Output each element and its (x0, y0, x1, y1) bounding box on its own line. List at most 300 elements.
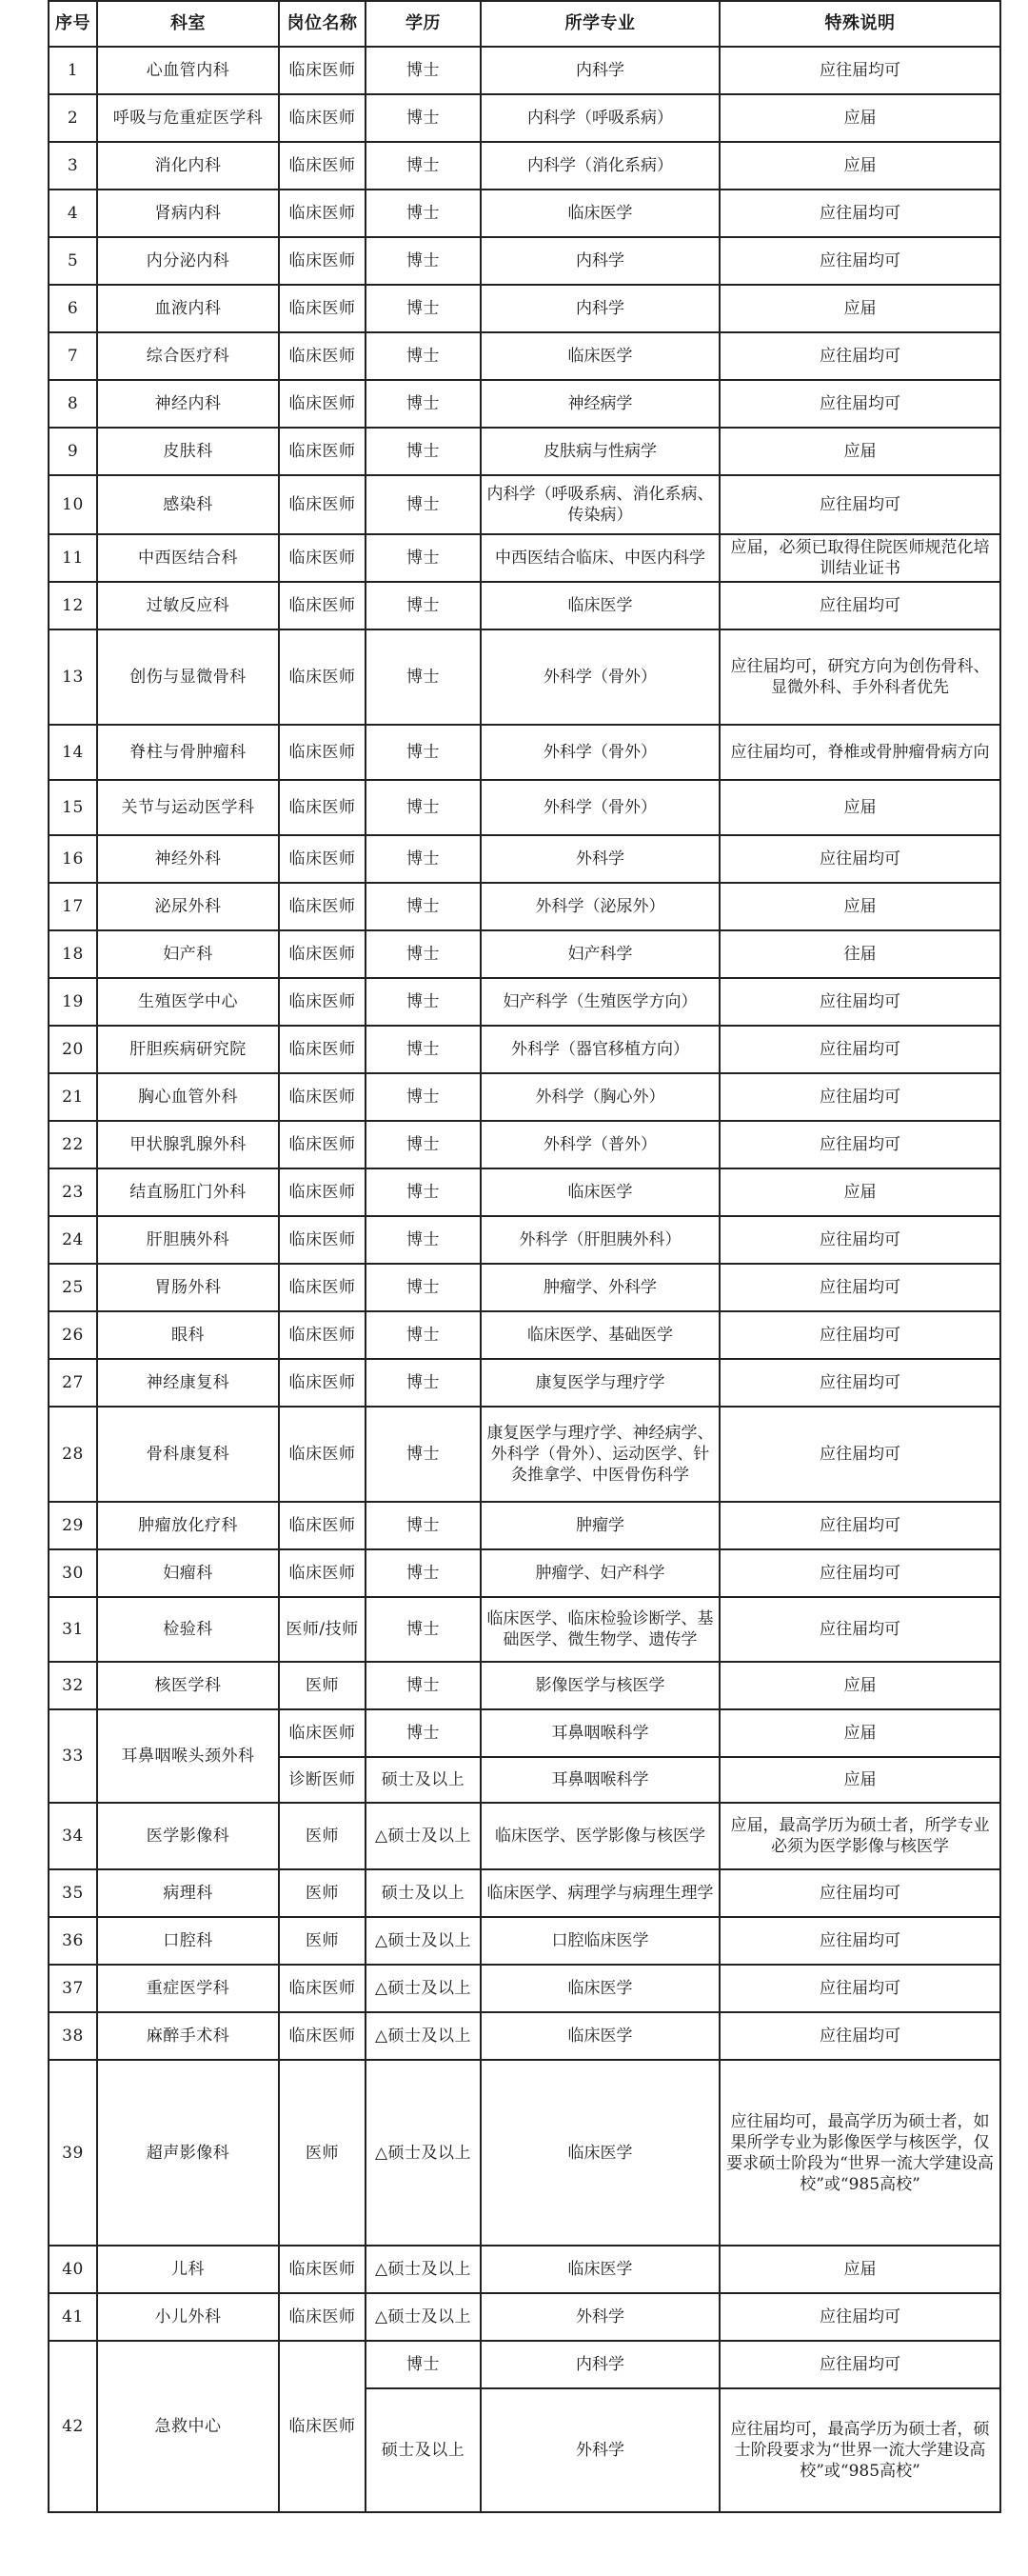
table-row (49, 2012, 1000, 2060)
cell-major: 外科学（泌尿外） (481, 883, 720, 930)
cell-note: 应届，最高学历为硕士者，所学专业必须为医学影像与核医学 (720, 1803, 1000, 1869)
cell-education: 博士 (366, 47, 481, 94)
cell-post: 临床医师 (279, 534, 366, 582)
cell-no: 30 (49, 1549, 97, 1597)
cell-note: 应往届均可 (720, 1121, 1000, 1168)
cell-education: 博士 (366, 978, 481, 1026)
cell-education: 博士 (366, 1662, 481, 1709)
cell-education: 博士 (366, 1709, 481, 1757)
cell-department: 超声影像科 (97, 2060, 279, 2246)
cell-no: 12 (49, 582, 97, 629)
cell-no: 41 (49, 2293, 97, 2341)
cell-major: 外科学（肝胆胰外科） (481, 1216, 720, 1264)
cell-post: 医师 (279, 1917, 366, 1965)
cell-post: 临床医师 (279, 1026, 366, 1073)
cell-department: 骨科康复科 (97, 1407, 279, 1502)
cell-major: 临床医学 (481, 2060, 720, 2246)
cell-major: 耳鼻咽喉科学 (481, 1757, 720, 1803)
table-row (49, 1502, 1000, 1549)
cell-no: 2 (49, 94, 97, 142)
header-department: 科室 (97, 1, 279, 47)
cell-note: 应往届均可 (720, 1359, 1000, 1407)
table-row (49, 1264, 1000, 1311)
cell-department: 神经康复科 (97, 1359, 279, 1407)
cell-department: 核医学科 (97, 1662, 279, 1709)
cell-department: 肿瘤放化疗科 (97, 1502, 279, 1549)
cell-education: 博士 (366, 629, 481, 725)
cell-education: △硕士及以上 (366, 2246, 481, 2293)
cell-post: 临床医师 (279, 725, 366, 780)
cell-department: 肝胆疾病研究院 (97, 1026, 279, 1073)
cell-note: 应往届均可 (720, 47, 1000, 94)
cell-post: 临床医师 (279, 1359, 366, 1407)
cell-no: 34 (49, 1803, 97, 1869)
cell-no: 22 (49, 1121, 97, 1168)
cell-department: 结直肠肛门外科 (97, 1168, 279, 1216)
cell-education: △硕士及以上 (366, 2060, 481, 2246)
table-row (49, 2341, 1000, 2388)
header-row (49, 1, 1000, 47)
cell-education: 博士 (366, 1121, 481, 1168)
cell-note: 应往届均可 (720, 1502, 1000, 1549)
cell-note: 应届 (720, 1709, 1000, 1757)
cell-major: 内科学（呼吸系病） (481, 94, 720, 142)
cell-no: 36 (49, 1917, 97, 1965)
cell-post: 医师 (279, 1869, 366, 1917)
cell-note: 应届 (720, 428, 1000, 475)
cell-post: 临床医师 (279, 780, 366, 835)
table-row (49, 1216, 1000, 1264)
cell-note: 应往届均可 (720, 2341, 1000, 2388)
cell-department: 儿科 (97, 2246, 279, 2293)
table-row (49, 47, 1000, 94)
cell-note: 应往届均可 (720, 1264, 1000, 1311)
cell-education: 硕士及以上 (366, 1869, 481, 1917)
cell-no: 28 (49, 1407, 97, 1502)
cell-department: 神经内科 (97, 380, 279, 428)
cell-no: 37 (49, 1965, 97, 2012)
cell-major: 临床医学 (481, 190, 720, 237)
cell-major: 口腔临床医学 (481, 1917, 720, 1965)
table-row (49, 380, 1000, 428)
cell-post: 临床医师 (279, 2246, 366, 2293)
table-row (49, 2060, 1000, 2246)
cell-post: 临床医师 (279, 2012, 366, 2060)
cell-education: 博士 (366, 2341, 481, 2388)
cell-education: △硕士及以上 (366, 1965, 481, 2012)
cell-department: 皮肤科 (97, 428, 279, 475)
cell-note: 应届，必须已取得住院医师规范化培训结业证书 (720, 534, 1000, 582)
cell-department: 医学影像科 (97, 1803, 279, 1869)
cell-note: 应往届均可 (720, 332, 1000, 380)
cell-education: 博士 (366, 380, 481, 428)
cell-post: 临床医师 (279, 1407, 366, 1502)
cell-department: 病理科 (97, 1869, 279, 1917)
table-row (49, 237, 1000, 285)
cell-note: 应往届均可 (720, 1073, 1000, 1121)
table-row (49, 1917, 1000, 1965)
cell-education: 博士 (366, 1264, 481, 1311)
cell-department: 脊柱与骨肿瘤科 (97, 725, 279, 780)
cell-major: 外科学（普外） (481, 1121, 720, 1168)
cell-no: 40 (49, 2246, 97, 2293)
cell-note: 应往届均可 (720, 1026, 1000, 1073)
cell-note: 应届 (720, 1168, 1000, 1216)
cell-department: 耳鼻咽喉头颈外科 (97, 1709, 279, 1803)
cell-education: △硕士及以上 (366, 1803, 481, 1869)
cell-no: 29 (49, 1502, 97, 1549)
cell-major: 临床医学、基础医学 (481, 1311, 720, 1359)
cell-note: 应往届均可 (720, 2012, 1000, 2060)
cell-note: 应届 (720, 1662, 1000, 1709)
cell-education: 博士 (366, 1311, 481, 1359)
cell-education: 博士 (366, 237, 481, 285)
table-row (49, 142, 1000, 190)
cell-department: 血液内科 (97, 285, 279, 332)
cell-education: △硕士及以上 (366, 1917, 481, 1965)
cell-major: 外科学 (481, 835, 720, 883)
table-body (49, 47, 1000, 2512)
cell-note: 应往届均可 (720, 1869, 1000, 1917)
cell-no: 26 (49, 1311, 97, 1359)
cell-department: 肾病内科 (97, 190, 279, 237)
cell-department: 胸心血管外科 (97, 1073, 279, 1121)
cell-note: 应往届均可，最高学历为硕士者，如果所学专业为影像医学与核医学，仅要求硕士阶段为“世界一流大学建设高校”或“985高校” (720, 2060, 1000, 2246)
cell-no: 9 (49, 428, 97, 475)
cell-education: 硕士及以上 (366, 2388, 481, 2512)
cell-major: 康复医学与理疗学、神经病学、外科学（骨外）、运动医学、针灸推拿学、中医骨伤科学 (481, 1407, 720, 1502)
cell-note: 应届 (720, 285, 1000, 332)
cell-post: 临床医师 (279, 94, 366, 142)
cell-post: 临床医师 (279, 1311, 366, 1359)
cell-note: 应往届均可 (720, 582, 1000, 629)
cell-department: 小儿外科 (97, 2293, 279, 2341)
table-row (49, 332, 1000, 380)
cell-no: 18 (49, 930, 97, 978)
cell-major: 内科学（消化系病） (481, 142, 720, 190)
cell-post: 临床医师 (279, 1264, 366, 1311)
table-row (49, 1311, 1000, 1359)
cell-department: 重症医学科 (97, 1965, 279, 2012)
table-row (49, 1073, 1000, 1121)
cell-major: 临床医学 (481, 2246, 720, 2293)
cell-note: 应往届均可 (720, 380, 1000, 428)
cell-major: 临床医学、病理学与病理生理学 (481, 1869, 720, 1917)
table-row (49, 1869, 1000, 1917)
cell-post: 临床医师 (279, 1502, 366, 1549)
cell-education: 博士 (366, 475, 481, 534)
cell-note: 应往届均可，最高学历为硕士者，硕士阶段要求为“世界一流大学建设高校”或“985高校” (720, 2388, 1000, 2512)
cell-education: 博士 (366, 1549, 481, 1597)
cell-note: 应往届均可 (720, 1917, 1000, 1965)
cell-no: 39 (49, 2060, 97, 2246)
cell-note: 应往届均可，研究方向为创伤骨科、显微外科、手外科者优先 (720, 629, 1000, 725)
cell-department: 中西医结合科 (97, 534, 279, 582)
cell-no: 11 (49, 534, 97, 582)
table-row (49, 1359, 1000, 1407)
cell-education: 博士 (366, 142, 481, 190)
cell-department: 神经外科 (97, 835, 279, 883)
cell-major: 肿瘤学 (481, 1502, 720, 1549)
cell-major: 耳鼻咽喉科学 (481, 1709, 720, 1757)
cell-no: 25 (49, 1264, 97, 1311)
cell-major: 妇产科学（生殖医学方向） (481, 978, 720, 1026)
header-no: 序号 (49, 1, 97, 47)
cell-major: 外科学（骨外） (481, 780, 720, 835)
cell-department: 检验科 (97, 1597, 279, 1662)
cell-department: 肝胆胰外科 (97, 1216, 279, 1264)
cell-no: 24 (49, 1216, 97, 1264)
cell-no: 4 (49, 190, 97, 237)
cell-note: 应往届均可 (720, 190, 1000, 237)
cell-no: 27 (49, 1359, 97, 1407)
cell-note: 应届 (720, 142, 1000, 190)
cell-major: 外科学（骨外） (481, 629, 720, 725)
table-row (49, 930, 1000, 978)
cell-major: 临床医学 (481, 582, 720, 629)
cell-department: 过敏反应科 (97, 582, 279, 629)
cell-post: 临床医师 (279, 1168, 366, 1216)
table-row (49, 835, 1000, 883)
cell-education: 博士 (366, 1502, 481, 1549)
cell-department: 眼科 (97, 1311, 279, 1359)
table-row (49, 1662, 1000, 1709)
table-row (49, 1549, 1000, 1597)
cell-post: 临床医师 (279, 142, 366, 190)
cell-no: 16 (49, 835, 97, 883)
cell-department: 消化内科 (97, 142, 279, 190)
cell-major: 内科学 (481, 237, 720, 285)
cell-education: 博士 (366, 1597, 481, 1662)
cell-major: 临床医学 (481, 1965, 720, 2012)
cell-department: 综合医疗科 (97, 332, 279, 380)
cell-no: 17 (49, 883, 97, 930)
cell-department: 麻醉手术科 (97, 2012, 279, 2060)
cell-no: 1 (49, 47, 97, 94)
header-education: 学历 (366, 1, 481, 47)
cell-education: 博士 (366, 835, 481, 883)
cell-no: 42 (49, 2341, 97, 2512)
cell-note: 应往届均可 (720, 1597, 1000, 1662)
cell-post: 临床医师 (279, 1073, 366, 1121)
cell-no: 19 (49, 978, 97, 1026)
table-row (49, 1597, 1000, 1662)
header-note: 特殊说明 (720, 1, 1000, 47)
cell-department: 妇瘤科 (97, 1549, 279, 1597)
cell-education: 博士 (366, 332, 481, 380)
header-major: 所学专业 (481, 1, 720, 47)
cell-note: 应往届均可 (720, 978, 1000, 1026)
cell-education: 硕士及以上 (366, 1757, 481, 1803)
cell-major: 妇产科学 (481, 930, 720, 978)
cell-note: 应往届均可 (720, 237, 1000, 285)
cell-no: 20 (49, 1026, 97, 1073)
cell-note: 应往届均可，脊椎或骨肿瘤骨病方向 (720, 725, 1000, 780)
cell-education: 博士 (366, 190, 481, 237)
cell-department: 感染科 (97, 475, 279, 534)
cell-no: 13 (49, 629, 97, 725)
cell-major: 外科学（器官移植方向） (481, 1026, 720, 1073)
cell-post: 医师 (279, 2060, 366, 2246)
table-row (49, 475, 1000, 534)
table-row (49, 978, 1000, 1026)
cell-no: 14 (49, 725, 97, 780)
table-row (49, 2293, 1000, 2341)
table-row (49, 94, 1000, 142)
cell-no: 35 (49, 1869, 97, 1917)
table-row (49, 1709, 1000, 1757)
cell-post: 临床医师 (279, 582, 366, 629)
cell-major: 神经病学 (481, 380, 720, 428)
cell-education: △硕士及以上 (366, 2012, 481, 2060)
cell-major: 临床医学、医学影像与核医学 (481, 1803, 720, 1869)
cell-no: 15 (49, 780, 97, 835)
cell-education: 博士 (366, 1407, 481, 1502)
cell-post: 临床医师 (279, 2341, 366, 2512)
cell-post: 临床医师 (279, 883, 366, 930)
cell-post: 临床医师 (279, 190, 366, 237)
table-row (49, 1121, 1000, 1168)
table-row (49, 190, 1000, 237)
cell-post: 临床医师 (279, 1121, 366, 1168)
cell-note: 应往届均可 (720, 475, 1000, 534)
cell-education: △硕士及以上 (366, 2293, 481, 2341)
cell-major: 康复医学与理疗学 (481, 1359, 720, 1407)
cell-note: 应届 (720, 1757, 1000, 1803)
cell-note: 应往届均可 (720, 1216, 1000, 1264)
table-row (49, 629, 1000, 725)
cell-post: 临床医师 (279, 475, 366, 534)
cell-education: 博士 (366, 428, 481, 475)
cell-major: 内科学 (481, 2341, 720, 2388)
cell-no: 10 (49, 475, 97, 534)
cell-post: 临床医师 (279, 835, 366, 883)
cell-education: 博士 (366, 1216, 481, 1264)
cell-department: 心血管内科 (97, 47, 279, 94)
cell-no: 31 (49, 1597, 97, 1662)
cell-no: 33 (49, 1709, 97, 1803)
cell-post: 临床医师 (279, 2293, 366, 2341)
cell-post: 临床医师 (279, 1216, 366, 1264)
cell-major: 外科学（骨外） (481, 725, 720, 780)
table-row (49, 1026, 1000, 1073)
cell-department: 生殖医学中心 (97, 978, 279, 1026)
cell-education: 博士 (366, 94, 481, 142)
cell-major: 肿瘤学、外科学 (481, 1264, 720, 1311)
cell-education: 博士 (366, 883, 481, 930)
cell-education: 博士 (366, 1073, 481, 1121)
cell-major: 外科学 (481, 2388, 720, 2512)
cell-department: 呼吸与危重症医学科 (97, 94, 279, 142)
cell-education: 博士 (366, 582, 481, 629)
cell-post: 医师 (279, 1662, 366, 1709)
cell-major: 临床医学 (481, 1168, 720, 1216)
cell-post: 临床医师 (279, 237, 366, 285)
table-row (49, 428, 1000, 475)
cell-no: 21 (49, 1073, 97, 1121)
cell-note: 应往届均可 (720, 2293, 1000, 2341)
cell-major: 影像医学与核医学 (481, 1662, 720, 1709)
cell-department: 口腔科 (97, 1917, 279, 1965)
cell-note: 应往届均可 (720, 1965, 1000, 2012)
table-row (49, 725, 1000, 780)
cell-department: 急救中心 (97, 2341, 279, 2512)
cell-post: 临床医师 (279, 47, 366, 94)
cell-no: 5 (49, 237, 97, 285)
table-row (49, 1965, 1000, 2012)
table-row (49, 285, 1000, 332)
table-row (49, 883, 1000, 930)
table-row (49, 534, 1000, 582)
cell-no: 38 (49, 2012, 97, 2060)
cell-department: 泌尿外科 (97, 883, 279, 930)
cell-post: 临床医师 (279, 1709, 366, 1757)
cell-education: 博士 (366, 285, 481, 332)
table-row (49, 1407, 1000, 1502)
cell-major: 内科学（呼吸系病、消化系病、传染病） (481, 475, 720, 534)
cell-department: 内分泌内科 (97, 237, 279, 285)
cell-major: 内科学 (481, 47, 720, 94)
cell-education: 博士 (366, 1359, 481, 1407)
cell-no: 3 (49, 142, 97, 190)
cell-no: 8 (49, 380, 97, 428)
cell-major: 肿瘤学、妇产科学 (481, 1549, 720, 1597)
cell-post: 临床医师 (279, 428, 366, 475)
table-row (49, 582, 1000, 629)
cell-post: 临床医师 (279, 332, 366, 380)
cell-note: 应往届均可 (720, 1549, 1000, 1597)
cell-note: 应届 (720, 780, 1000, 835)
cell-post: 临床医师 (279, 978, 366, 1026)
table-row (49, 780, 1000, 835)
cell-post: 临床医师 (279, 1549, 366, 1597)
cell-major: 临床医学 (481, 2012, 720, 2060)
cell-major: 内科学 (481, 285, 720, 332)
cell-no: 32 (49, 1662, 97, 1709)
cell-post: 临床医师 (279, 380, 366, 428)
cell-department: 甲状腺乳腺外科 (97, 1121, 279, 1168)
cell-education: 博士 (366, 1026, 481, 1073)
cell-note: 应往届均可 (720, 835, 1000, 883)
cell-post: 临床医师 (279, 1965, 366, 2012)
cell-department: 胃肠外科 (97, 1264, 279, 1311)
cell-post: 诊断医师 (279, 1757, 366, 1803)
cell-post: 临床医师 (279, 285, 366, 332)
cell-post: 临床医师 (279, 930, 366, 978)
cell-note: 应届 (720, 883, 1000, 930)
cell-note: 应往届均可 (720, 1311, 1000, 1359)
cell-note: 应届 (720, 2246, 1000, 2293)
cell-department: 妇产科 (97, 930, 279, 978)
cell-education: 博士 (366, 1168, 481, 1216)
cell-post: 临床医师 (279, 629, 366, 725)
recruitment-table (48, 0, 1001, 2513)
cell-no: 6 (49, 285, 97, 332)
cell-note: 往届 (720, 930, 1000, 978)
table-row (49, 2246, 1000, 2293)
cell-major: 皮肤病与性病学 (481, 428, 720, 475)
cell-no: 7 (49, 332, 97, 380)
cell-education: 博士 (366, 725, 481, 780)
recruitment-table-sheet (48, 0, 999, 2513)
table-row (49, 1803, 1000, 1869)
cell-education: 博士 (366, 780, 481, 835)
cell-department: 关节与运动医学科 (97, 780, 279, 835)
cell-major: 临床医学 (481, 332, 720, 380)
cell-note: 应往届均可 (720, 1407, 1000, 1502)
cell-education: 博士 (366, 930, 481, 978)
cell-major: 中西医结合临床、中医内科学 (481, 534, 720, 582)
